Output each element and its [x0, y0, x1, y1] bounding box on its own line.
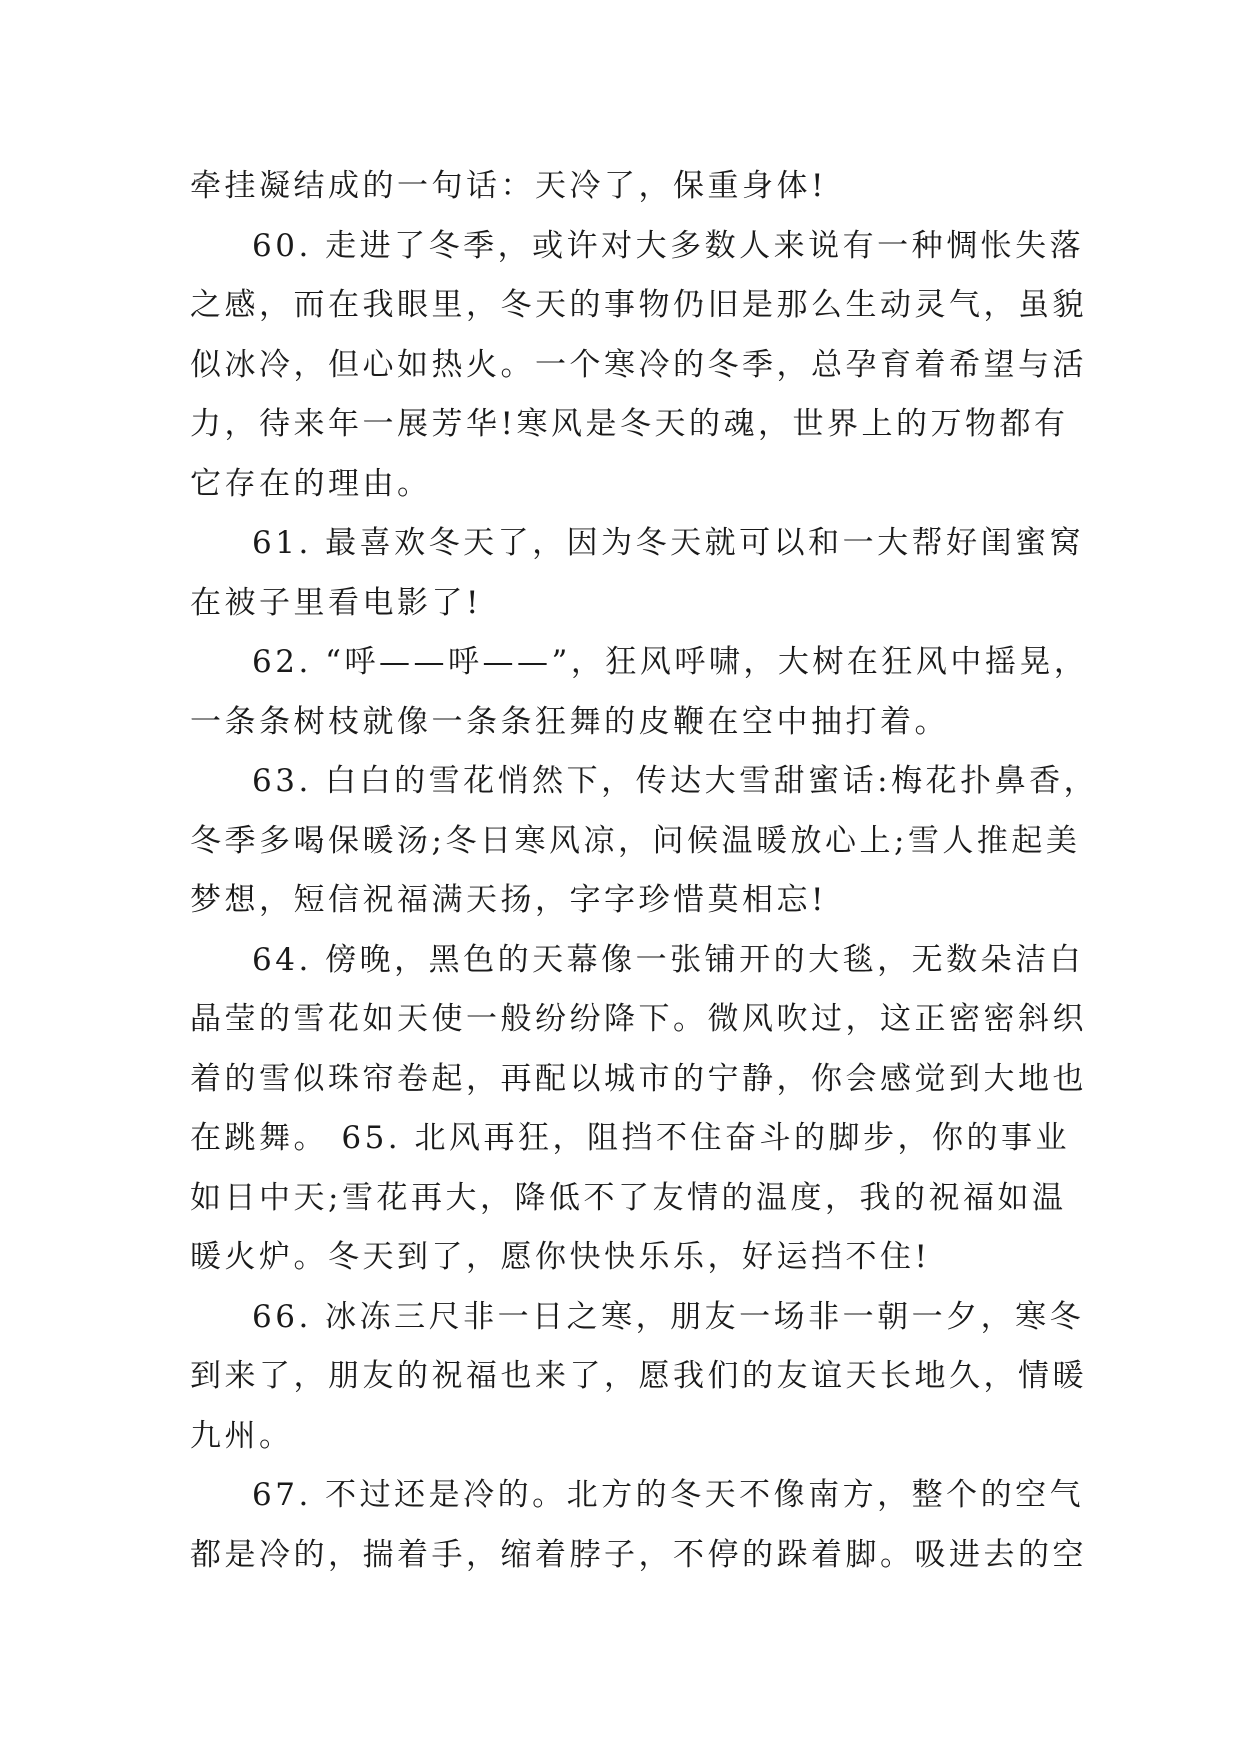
text-line: 都是冷的，揣着手，缩着脖子，不停的跺着脚。吸进去的空: [190, 1536, 1087, 1573]
text-line: 之感，而在我眼里，冬天的事物仍旧是那么生动灵气，虽貌: [190, 287, 1087, 323]
text-line: 一条条树枝就像一条条狂舞的皮鞭在空中抽打着。: [190, 703, 949, 740]
text-line: 牵挂凝结成的一句话：天冷了，保重身体!: [190, 168, 827, 204]
text-line: 在跳舞。 65. 北风再狂，阻挡不住奋斗的脚步，你的事业: [190, 1120, 1071, 1156]
text-line: 66. 冰冻三尺非一日之寒，朋友一场非一朝一夕，寒冬: [252, 1298, 1085, 1335]
text-line: 到来了，朋友的祝福也来了，愿我们的友谊天长地久，情暖: [190, 1358, 1087, 1394]
text-line: 60. 走进了冬季，或许对大多数人来说有一种惆怅失落: [252, 227, 1085, 264]
text-line: 61. 最喜欢冬天了，因为冬天就可以和一大帮好闺蜜窝: [252, 525, 1085, 561]
text-line: 如日中天;雪花再大，降低不了友情的温度，我的祝福如温: [190, 1179, 1067, 1216]
text-line: 64. 傍晚，黑色的天幕像一张铺开的大毯，无数朵洁白: [252, 941, 1085, 978]
text-line: 67. 不过还是冷的。北方的冬天不像南方，整个的空气: [252, 1477, 1085, 1513]
text-line: 63. 白白的雪花悄然下，传达大雪甜蜜话:梅花扑鼻香，: [252, 763, 1099, 799]
text-line: 着的雪似珠帘卷起，再配以城市的宁静，你会感觉到大地也: [190, 1060, 1087, 1097]
text-line: 似冰冷，但心如热火。一个寒冷的冬季，总孕育着希望与活: [190, 346, 1087, 383]
text-line: 晶莹的雪花如天使一般纷纷降下。微风吹过，这正密密斜织: [190, 1001, 1087, 1037]
text-line: 它存在的理由。: [190, 465, 432, 502]
text-line: 冬季多喝保暖汤;冬日寒风凉，问候温暖放心上;雪人推起美: [190, 822, 1081, 859]
text-line: 梦想，短信祝福满天扬，字字珍惜莫相忘!: [190, 882, 827, 918]
text-line: 九州。: [190, 1417, 294, 1454]
text-line: 暖火炉。冬天到了，愿你快快乐乐，好运挡不住!: [190, 1239, 931, 1275]
text-line: 在被子里看电影了!: [190, 584, 482, 621]
document-body: [190, 157, 1099, 1585]
text-line: 62. “呼——呼——”，狂风呼啸，大树在狂风中摇晃，: [252, 644, 1089, 680]
text-line: 力，待来年一展芳华!寒风是冬天的魂，世界上的万物都有: [190, 406, 1069, 442]
